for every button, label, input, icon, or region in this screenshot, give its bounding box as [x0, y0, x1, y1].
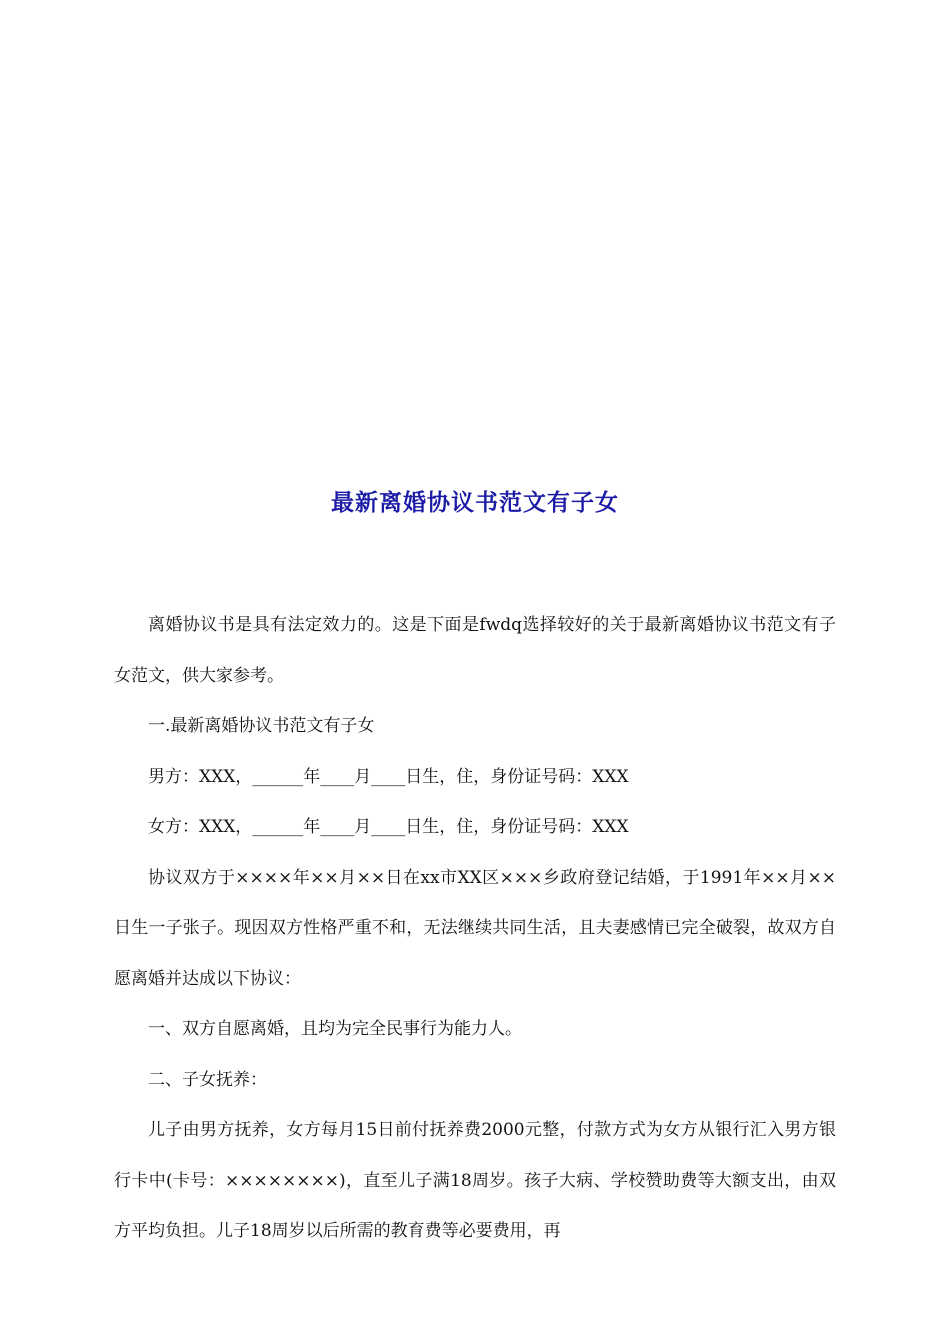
marriage-statement-paragraph: 协议双方于××××年××月××日在xx市XX区×××乡政府登记结婚，于1991年××月××日生一子张子。现因双方性格严重不和，无法继续共同生活，且夫妻感情已完全破裂，故双方自愿离婚并达成以下协议：: [114, 867, 836, 989]
section-heading: 一.最新离婚协议书范文有子女: [148, 716, 375, 736]
document-title: 最新离婚协议书范文有子女: [331, 489, 619, 516]
clause-one: 一、双方自愿离婚，且均为完全民事行为能力人。: [148, 1019, 522, 1039]
intro-paragraph: 离婚协议书是具有法定效力的。这是下面是fwdq选择较好的关于最新离婚协议书范文有子女范文，供大家参考。: [114, 615, 836, 686]
child-custody-paragraph: 儿子由男方抚养，女方每月15日前付抚养费2000元整，付款方式为女方从银行汇入男方银行卡中(卡号：××××××××)，直至儿子满18周岁。孩子大病、学校赞助费等大额支出，由双方平均负担。儿子18周岁以后所需的教育费等必要费用，再: [114, 1120, 836, 1241]
clause-two-heading: 二、子女抚养：: [148, 1069, 267, 1090]
document-body: [114, 600, 836, 1257]
female-party-line: 女方：XXX，______年____月____日生，住，身份证号码：XXX: [148, 817, 629, 837]
male-party-line: 男方：XXX，______年____月____日生，住，身份证号码：XXX: [148, 766, 629, 787]
